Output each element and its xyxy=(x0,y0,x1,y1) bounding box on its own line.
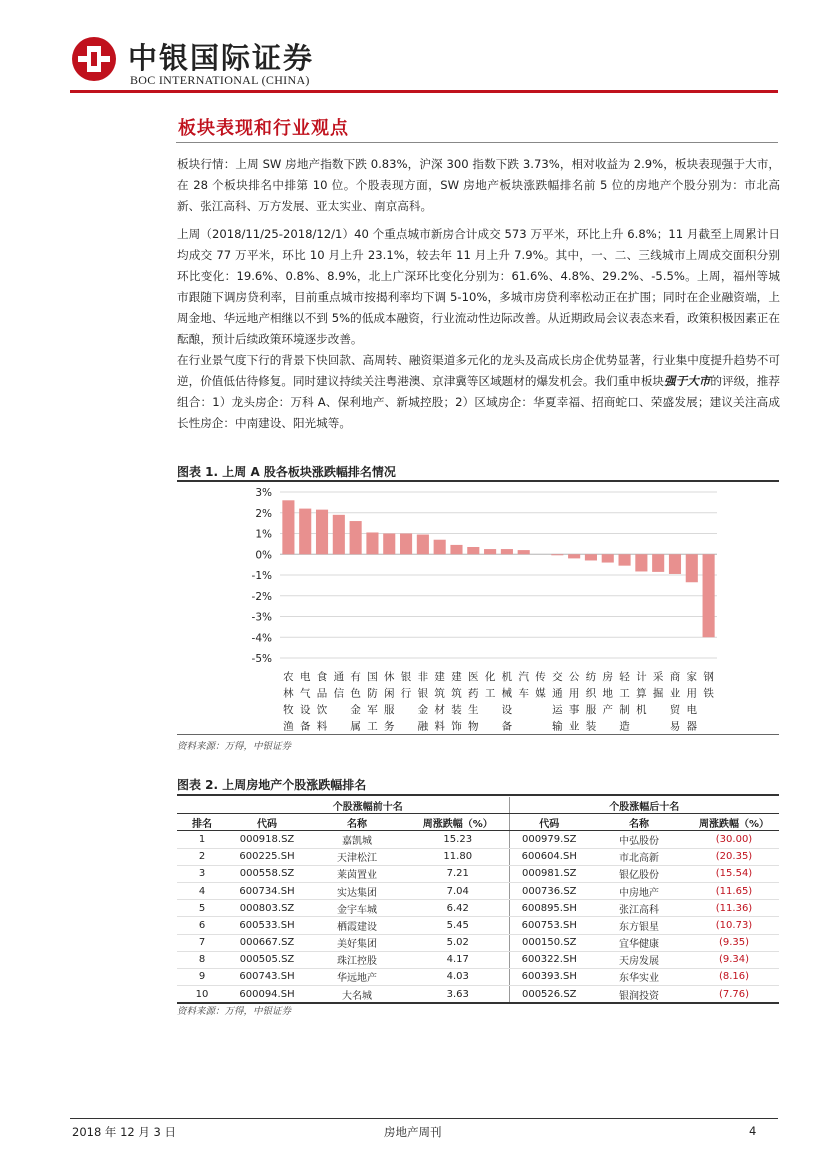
bar-非银金融 xyxy=(417,535,429,555)
table-cell: 美好集团 xyxy=(307,934,407,951)
table-cell: (20.35) xyxy=(689,848,779,865)
figure1-bottom-rule xyxy=(177,734,779,735)
table-cell: 000667.SZ xyxy=(227,934,307,951)
y-tick-label: -5% xyxy=(251,653,272,665)
table-cell: 600322.SH xyxy=(509,951,589,968)
table-cell: 000979.SZ xyxy=(509,831,589,848)
table-cell: 5 xyxy=(177,900,227,917)
table-cell: 3 xyxy=(177,865,227,882)
bar-采掘 xyxy=(652,554,664,572)
x-category-label: 通信 xyxy=(333,671,345,700)
table-cell: 600743.SH xyxy=(227,968,307,985)
bar-交通运输 xyxy=(551,554,563,555)
table-cell: 市北高新 xyxy=(589,848,689,865)
figure1-top-rule xyxy=(177,480,779,482)
footer-title: 房地产周刊 xyxy=(384,1125,442,1139)
table-cell: 天房发展 xyxy=(589,951,689,968)
table-cell: 栖霞建设 xyxy=(307,917,407,934)
boc-logo-icon xyxy=(72,37,116,81)
bar-医药生物 xyxy=(467,547,479,554)
table-cell: 东华实业 xyxy=(589,968,689,985)
x-category-label: 非银金融 xyxy=(417,671,429,733)
bar-国防军工 xyxy=(366,532,378,554)
y-tick-label: -4% xyxy=(251,632,272,645)
table-cell: 11.80 xyxy=(407,848,509,865)
column-header: 代码 xyxy=(509,814,589,831)
bar-食品饮料 xyxy=(316,510,328,555)
bar-电气设备 xyxy=(299,509,311,555)
table-cell: (11.36) xyxy=(689,900,779,917)
table-cell: 银润投资 xyxy=(589,986,689,1004)
bar-农林牧渔 xyxy=(282,500,294,554)
x-category-label: 国防军工 xyxy=(367,671,378,733)
paragraph-text: 上周（2018/11/25-2018/12/1）40 个重点城市新房合计成交 573 万平米，环比上升 6.8%；11 月截至上周累计日均成交 77 万平米，环比 10 月上升 23.1%，较去年 11 月上升 7.9%。其中，一、二、三线城市上周成交面积分别环比变化：19.6%、0.8%、8.9%，北上广深环比变化分别为：61.6%、4.8%、29.2%、-5.5%。上周，福州等城市跟随下调房贷利率，目前重点城市按揭利率均下调 5-10%，多城市房贷利率松动正在扩围；同时在企业融资端，上周金地、华远地产相继以不到 5%的低成本融资，行业流动性边际改善。从近期政局会议表态来看，政策积极因素正在酝酿，预计后续政策环境逐步改善。 xyxy=(177,227,780,346)
table-cell: 10 xyxy=(177,986,227,1004)
x-category-label: 医药生物 xyxy=(468,671,479,733)
column-header: 名称 xyxy=(307,814,407,831)
y-tick-label: 1% xyxy=(255,528,272,541)
table-row xyxy=(177,968,779,985)
table-cell: 实达集团 xyxy=(307,882,407,899)
x-category-label: 公用事业 xyxy=(568,671,580,733)
table-cell: 600225.SH xyxy=(227,848,307,865)
table-cell: 15.23 xyxy=(407,831,509,848)
bar-家用电器 xyxy=(686,554,698,582)
table-cell: (11.65) xyxy=(689,882,779,899)
table-cell: 华远地产 xyxy=(307,968,407,985)
paragraph-text: 的评级，推荐组合：1）龙头房企：万科 A、保利地产、新城控股；2）区域房企：华夏幸福、招商蛇口、荣盛发展；建议关注高成长性房企：中南建设、阳光城等。 xyxy=(177,374,780,430)
bar-汽车 xyxy=(518,550,530,554)
y-tick-label: 3% xyxy=(255,487,272,499)
bar-有色金属 xyxy=(350,521,362,554)
table-cell: 9 xyxy=(177,968,227,985)
table-cell: 5.45 xyxy=(407,917,509,934)
table-cell: (30.00) xyxy=(689,831,779,848)
figure2-source: 资料来源：万得，中银证券 xyxy=(177,1006,292,1017)
table-cell: 嘉凯城 xyxy=(307,831,407,848)
y-tick-label: -1% xyxy=(251,570,272,582)
table-cell: 金宇车城 xyxy=(307,900,407,917)
table-cell: 000981.SZ xyxy=(509,865,589,882)
x-category-label: 化工 xyxy=(484,671,496,700)
x-category-label: 传媒 xyxy=(535,671,546,700)
bar-轻工制造 xyxy=(619,554,631,565)
table-cell: 4.17 xyxy=(407,951,509,968)
table-row xyxy=(177,865,779,882)
page-number: 4 xyxy=(749,1124,757,1138)
table-cell: 5.02 xyxy=(407,934,509,951)
x-category-label: 计算机 xyxy=(636,671,647,716)
x-category-label: 汽车 xyxy=(518,671,529,700)
y-tick-label: -2% xyxy=(251,590,272,603)
column-header: 周涨跌幅（%） xyxy=(407,814,509,831)
x-category-label: 农林牧渔 xyxy=(283,671,294,733)
table-cell: 600734.SH xyxy=(227,882,307,899)
table-row xyxy=(177,986,779,1004)
table-cell: 东方银星 xyxy=(589,917,689,934)
bar-纺织服装 xyxy=(585,554,597,560)
stock-ranking-table xyxy=(177,797,779,1004)
x-category-label: 房地产 xyxy=(602,671,613,716)
table-cell: 000558.SZ xyxy=(227,865,307,882)
table-cell: 6.42 xyxy=(407,900,509,917)
x-category-label: 有色金属 xyxy=(350,671,361,733)
x-category-label: 纺织服装 xyxy=(585,671,597,733)
bar-商业贸易 xyxy=(669,554,681,574)
table-cell: 宜华健康 xyxy=(589,934,689,951)
table-cell: 6 xyxy=(177,917,227,934)
table-cell: 600533.SH xyxy=(227,917,307,934)
paragraph-recommendation xyxy=(177,350,780,434)
table-cell: 天津松江 xyxy=(307,848,407,865)
table-cell: (7.76) xyxy=(689,986,779,1004)
x-category-label: 家用电器 xyxy=(686,671,698,733)
table-cell: 张江高科 xyxy=(589,900,689,917)
table-cell: (10.73) xyxy=(689,917,779,934)
column-header: 代码 xyxy=(227,814,307,831)
table-cell: 000918.SZ xyxy=(227,831,307,848)
table-cell: 000736.SZ xyxy=(509,882,589,899)
table-row xyxy=(177,900,779,917)
x-category-label: 建筑装饰 xyxy=(451,671,462,733)
table-cell: (15.54) xyxy=(689,865,779,882)
table-cell: 000526.SZ xyxy=(509,986,589,1004)
paragraph-text: 板块行情：上周 SW 房地产指数下跌 0.83%，沪深 300 指数下跌 3.73%，相对收益为 2.9%，板块表现强于大市，在 28 个板块排名中排第 10 位。个股表现方面，SW 房地产板块涨跌幅排名前 5 位的房地产个股分别为：市北高新、张江高科、万方发展、亚太实业、南京高科。 xyxy=(177,157,780,213)
x-category-label: 电气设备 xyxy=(299,671,311,733)
table-cell: 000150.SZ xyxy=(509,934,589,951)
bar-机械设备 xyxy=(501,549,513,554)
x-category-label: 机械设备 xyxy=(501,671,513,733)
table-cell: 7.04 xyxy=(407,882,509,899)
x-category-label: 银行 xyxy=(400,671,412,700)
table-cell: 中弘股份 xyxy=(589,831,689,848)
x-category-label: 商业贸易 xyxy=(669,671,681,733)
bar-房地产 xyxy=(602,554,614,562)
table-row xyxy=(177,934,779,951)
bar-建筑材料 xyxy=(434,540,446,555)
y-tick-label: 2% xyxy=(255,507,272,520)
table-cell: 8 xyxy=(177,951,227,968)
brand-name-cn: 中银国际证券 xyxy=(128,41,315,75)
footer-date: 2018 年 12 月 3 日 xyxy=(72,1125,176,1139)
bar-计算机 xyxy=(635,554,647,571)
paragraph-sector-performance xyxy=(177,154,780,217)
figure2-title: 图表 2. 上周房地产个股涨跌幅排名 xyxy=(177,778,367,792)
table-cell: 600895.SH xyxy=(509,900,589,917)
brand-name-en: BOC INTERNATIONAL (CHINA) xyxy=(130,73,310,87)
paragraph-market-data xyxy=(177,224,780,350)
table-cell: 600753.SH xyxy=(509,917,589,934)
section-divider xyxy=(176,142,778,143)
sector-bar-chart xyxy=(177,484,779,734)
x-category-label: 食品饮料 xyxy=(316,671,328,733)
x-category-label: 采掘 xyxy=(652,671,664,700)
figure1-source: 资料来源：万得，中银证券 xyxy=(177,741,292,752)
table-cell: 2 xyxy=(177,848,227,865)
column-header: 周涨跌幅（%） xyxy=(689,814,779,831)
y-tick-label: -3% xyxy=(251,611,272,624)
table-cell: 600604.SH xyxy=(509,848,589,865)
table-cell: 莱茵置业 xyxy=(307,865,407,882)
table-cell: 600094.SH xyxy=(227,986,307,1004)
bar-休闲服务 xyxy=(383,534,395,555)
table-cell: 600393.SH xyxy=(509,968,589,985)
bar-建筑装饰 xyxy=(450,545,462,554)
table-cell: 000505.SZ xyxy=(227,951,307,968)
bar-钢铁 xyxy=(703,554,715,637)
paragraph-text: 在行业景气度下行的背景下快回款、高周转、融资渠道多元化的龙头及高成长房企优势显著，行业集中度提升趋势不可逆，价值低估待修复。同时建议持续关注粤港澳、京津冀等区域题材的爆发机会。我们重申板块 xyxy=(177,353,780,388)
table-cell: 7.21 xyxy=(407,865,509,882)
rating-emphasis: 强于大市 xyxy=(664,374,711,388)
table-row xyxy=(177,951,779,968)
table-cell: 银亿股份 xyxy=(589,865,689,882)
x-category-label: 交通运输 xyxy=(552,671,563,733)
table-cell: 4 xyxy=(177,882,227,899)
bar-化工 xyxy=(484,549,496,554)
footer-divider xyxy=(70,1118,778,1119)
y-tick-label: 0% xyxy=(255,549,272,562)
table-cell: 大名城 xyxy=(307,986,407,1004)
table-cell: 1 xyxy=(177,831,227,848)
table-row xyxy=(177,848,779,865)
table-cell: (9.34) xyxy=(689,951,779,968)
group-header-bottom: 个股涨幅后十名 xyxy=(509,797,779,814)
table-cell: 4.03 xyxy=(407,968,509,985)
table-cell: 7 xyxy=(177,934,227,951)
section-title: 板块表现和行业观点 xyxy=(178,118,349,139)
table-row xyxy=(177,917,779,934)
group-header-top: 个股涨幅前十名 xyxy=(227,797,509,814)
figure1-title: 图表 1. 上周 A 股各板块涨跌幅排名情况 xyxy=(177,465,396,479)
x-category-label: 轻工制造 xyxy=(619,671,630,733)
header-divider xyxy=(70,90,778,93)
table-cell: 000803.SZ xyxy=(227,900,307,917)
bar-银行 xyxy=(400,534,412,555)
bar-通信 xyxy=(333,515,345,554)
x-category-label: 建筑材料 xyxy=(434,671,445,733)
table-row xyxy=(177,882,779,899)
table-cell: 珠江控股 xyxy=(307,951,407,968)
figure2-top-rule xyxy=(177,794,779,796)
table-row xyxy=(177,831,779,848)
column-header: 名称 xyxy=(589,814,689,831)
column-header: 排名 xyxy=(177,814,227,831)
table-cell: 3.63 xyxy=(407,986,509,1004)
table-cell: (9.35) xyxy=(689,934,779,951)
x-category-label: 钢铁 xyxy=(703,671,714,700)
table-cell: (8.16) xyxy=(689,968,779,985)
bar-公用事业 xyxy=(568,554,580,558)
x-category-label: 休闲服务 xyxy=(384,671,395,733)
table-cell: 中房地产 xyxy=(589,882,689,899)
